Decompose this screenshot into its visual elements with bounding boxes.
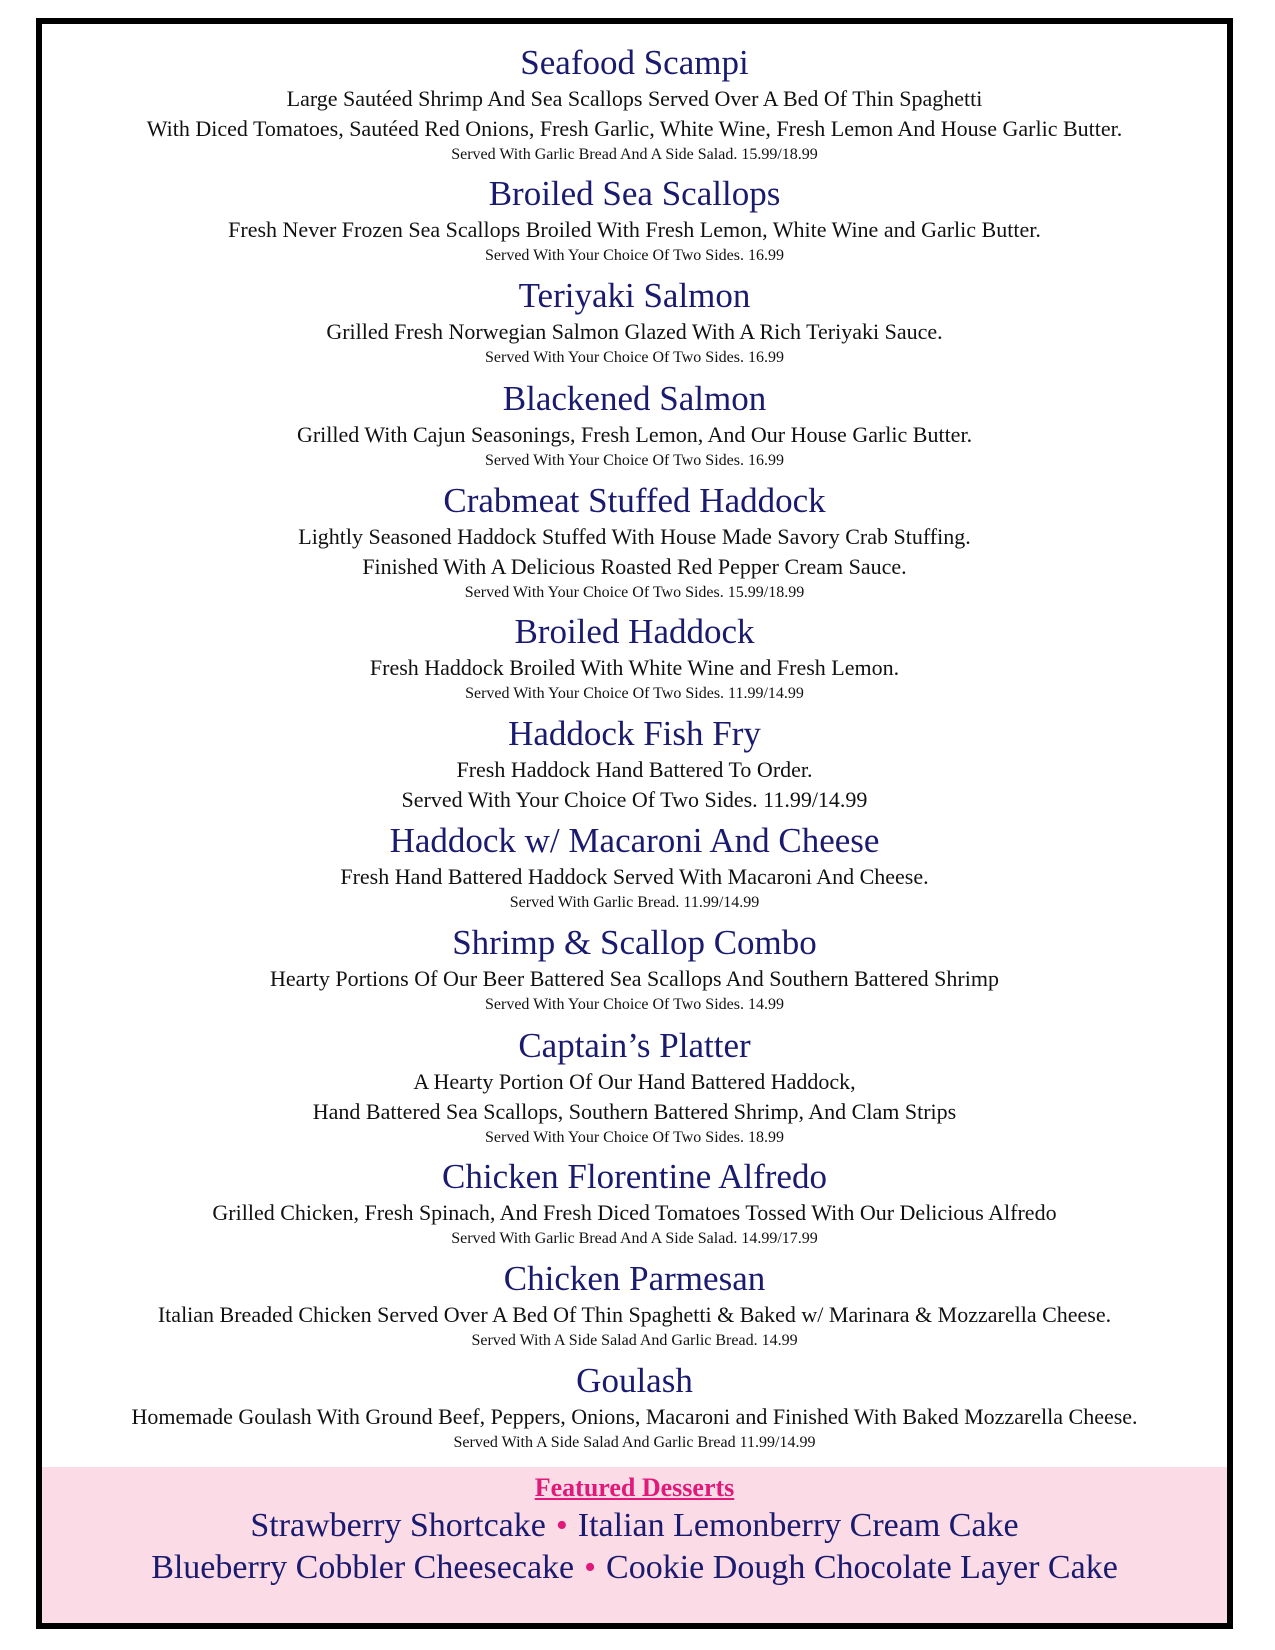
item-description: Homemade Goulash With Ground Beef, Peppers, Onions, Macaroni and Finished With Baked Mozzarella Cheese. — [131, 1404, 1138, 1430]
featured-desserts-band — [42, 1467, 1227, 1623]
item-description: Served With Your Choice Of Two Sides. 11.99/14.99 — [401, 787, 868, 813]
item-serving-price: Served With Garlic Bread. 11.99/14.99 — [509, 894, 760, 912]
item-title: Shrimp & Scallop Combo — [452, 923, 817, 963]
menu-item-seafood-scampi — [42, 42, 1227, 173]
item-title: Haddock w/ Macaroni And Cheese — [389, 821, 880, 861]
item-serving-price: Served With A Side Salad And Garlic Bread. 14.99 — [471, 1332, 798, 1350]
item-serving-price: Served With Your Choice Of Two Sides. 16.99 — [485, 451, 784, 469]
menu-item-chicken-florentine-alfredo — [42, 1156, 1227, 1258]
dessert-name: Italian Lemonberry Cream Cake — [577, 1507, 1019, 1544]
item-description: Hearty Portions Of Our Beer Battered Sea Scallops And Southern Battered Shrimp — [270, 966, 999, 992]
item-serving-price: Served With Your Choice Of Two Sides. 16.99 — [485, 349, 784, 367]
item-serving-price: Served With A Side Salad And Garlic Bread 11.99/14.99 — [453, 1434, 816, 1452]
menu-item-broiled-sea-scallops — [42, 173, 1227, 275]
item-description: Italian Breaded Chicken Served Over A Bed Of Thin Spaghetti & Baked w/ Marinara & Mozzarella Cheese. — [157, 1302, 1112, 1328]
item-description: Fresh Never Frozen Sea Scallops Broiled With Fresh Lemon, White Wine and Garlic Butter. — [228, 217, 1041, 242]
dessert-name: Blueberry Cobbler Cheesecake — [151, 1549, 575, 1586]
item-serving-price: Served With Your Choice Of Two Sides. 14.99 — [485, 996, 784, 1014]
menu-item-broiled-haddock — [42, 611, 1227, 713]
menu-item-haddock-mac-and-cheese — [42, 820, 1227, 922]
menu-item-chicken-parmesan — [42, 1258, 1227, 1360]
menu-item-captains-platter — [42, 1025, 1227, 1156]
item-serving-price: Served With Garlic Bread And A Side Salad. 15.99/18.99 — [451, 146, 818, 163]
item-serving-price: Served With Garlic Bread And A Side Salad. 14.99/17.99 — [451, 1229, 818, 1247]
item-description: Fresh Haddock Broiled With White Wine and Fresh Lemon. — [369, 654, 900, 680]
menu-item-blackened-salmon — [42, 378, 1227, 480]
dessert-line — [42, 1505, 1227, 1547]
item-description: Grilled With Cajun Seasonings, Fresh Lemon, And Our House Garlic Butter. — [296, 421, 973, 447]
item-description: Hand Battered Sea Scallops, Southern Battered Shrimp, And Clam Strips — [312, 1098, 957, 1124]
item-title: Captain’s Platter — [518, 1025, 751, 1065]
item-description: Finished With A Delicious Roasted Red Pepper Cream Sauce. — [362, 553, 907, 579]
item-title: Chicken Parmesan — [503, 1259, 766, 1299]
item-description: Lightly Seasoned Haddock Stuffed With House Made Savory Crab Stuffing. — [298, 523, 971, 549]
item-description: With Diced Tomatoes, Sautéed Red Onions, Fresh Garlic, White Wine, Fresh Lemon And House Garlic Butter. — [146, 116, 1123, 141]
item-description: Large Sautéed Shrimp And Sea Scallops Served Over A Bed Of Thin Spaghetti — [286, 86, 983, 111]
menu-item-shrimp-scallop-combo — [42, 922, 1227, 1024]
dessert-line — [42, 1547, 1227, 1589]
item-title: Chicken Florentine Alfredo — [442, 1156, 827, 1196]
item-title: Broiled Haddock — [514, 611, 755, 651]
item-description: Grilled Fresh Norwegian Salmon Glazed With A Rich Teriyaki Sauce. — [326, 319, 943, 345]
item-title: Goulash — [576, 1361, 693, 1401]
item-serving-price: Served With Your Choice Of Two Sides. 18.99 — [485, 1128, 784, 1146]
item-description: A Hearty Portion Of Our Hand Battered Haddock, — [413, 1068, 856, 1094]
item-title: Seafood Scampi — [520, 43, 749, 82]
item-serving-price: Served With Your Choice Of Two Sides. 15.99/18.99 — [464, 583, 805, 601]
item-serving-price: Served With Your Choice Of Two Sides. 16.99 — [485, 247, 784, 264]
dessert-name: Cookie Dough Chocolate Layer Cake — [606, 1549, 1118, 1586]
menu-item-goulash — [42, 1360, 1227, 1462]
dessert-name: Strawberry Shortcake — [250, 1507, 546, 1544]
item-description: Fresh Haddock Hand Battered To Order. — [456, 757, 813, 783]
item-title: Teriyaki Salmon — [518, 276, 751, 316]
item-title: Blackened Salmon — [502, 378, 767, 418]
dessert-separator: • — [584, 1549, 597, 1586]
dessert-separator: • — [555, 1507, 568, 1544]
menu-item-teriyaki-salmon — [42, 275, 1227, 377]
featured-desserts-heading: Featured Desserts — [534, 1473, 735, 1502]
item-title: Haddock Fish Fry — [508, 714, 761, 754]
menu-items — [42, 42, 1227, 1463]
menu-item-haddock-fish-fry — [42, 713, 1227, 820]
menu-frame — [36, 18, 1233, 1629]
item-title: Crabmeat Stuffed Haddock — [443, 480, 826, 520]
item-description: Grilled Chicken, Fresh Spinach, And Fresh Diced Tomatoes Tossed With Our Delicious Alfredo — [212, 1199, 1057, 1225]
menu-item-crabmeat-stuffed-haddock — [42, 480, 1227, 611]
item-serving-price: Served With Your Choice Of Two Sides. 11.99/14.99 — [465, 684, 804, 702]
item-description: Fresh Hand Battered Haddock Served With Macaroni And Cheese. — [340, 864, 929, 890]
item-title: Broiled Sea Scallops — [488, 174, 781, 213]
